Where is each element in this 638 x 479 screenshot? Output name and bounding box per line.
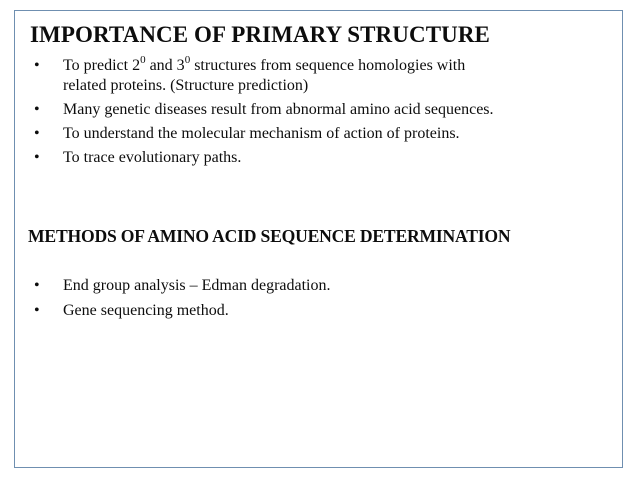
bullet-icon: • [34,149,40,166]
bullet-text: End group analysis – Edman degradation. [63,277,331,294]
bullet-text: To predict $2^0$ and $3^0$ structures from sequence homologies with related proteins. (Structure prediction) [63,53,466,94]
importance-bullet-list [31,53,494,172]
bullet-icon: • [34,125,40,142]
bullet-icon: • [34,57,40,74]
section-title-importance: IMPORTANCE OF PRIMARY STRUCTURE [30,22,490,47]
list-item [31,301,331,321]
list-item [31,276,331,296]
bullet-text: Many genetic diseases result from abnormal amino acid sequences. [63,101,494,118]
superscript: 0 [140,53,146,66]
list-item [31,124,494,144]
superscript: 0 [184,53,191,66]
list-item [31,100,494,120]
list-item [31,53,494,96]
bullet-text: Gene sequencing method. [63,302,229,319]
methods-bullet-list [31,276,331,326]
bullet-icon: • [34,302,40,319]
bullet-icon: • [34,277,40,294]
bullet-icon: • [34,101,40,118]
list-item [31,148,494,168]
section-title-methods: METHODS OF AMINO ACID SEQUENCE DETERMINATION [28,226,511,246]
bullet-text: To trace evolutionary paths. [63,149,242,166]
bullet-text: To understand the molecular mechanism of action of proteins. [63,125,460,142]
